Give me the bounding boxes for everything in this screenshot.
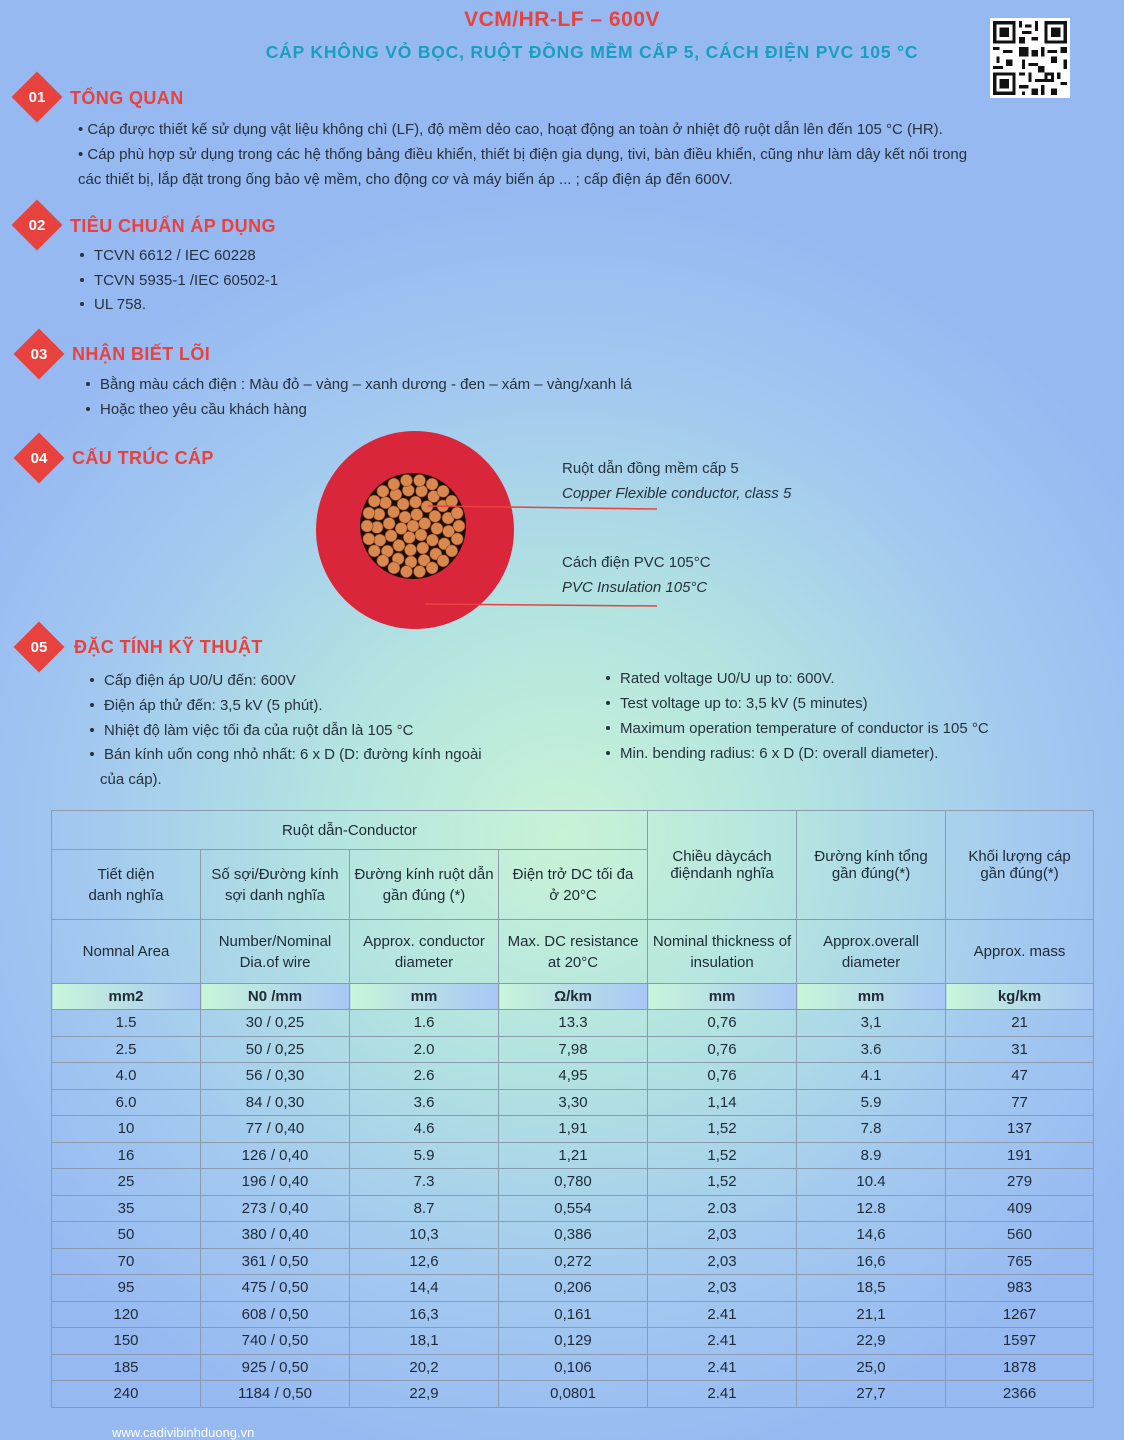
- table-cell: 765: [946, 1248, 1094, 1275]
- table-cell: 0,129: [499, 1328, 648, 1355]
- table-cell: 983: [946, 1275, 1094, 1302]
- spec-item-vi: Cấp điện áp U0/U đến: 600V: [90, 672, 296, 689]
- en-header: Approx.overall diameter: [797, 920, 946, 984]
- section-title-standards: TIÊU CHUẨN ÁP DỤNG: [70, 216, 276, 236]
- table-cell: 84 / 0,30: [201, 1089, 350, 1116]
- table-cell: 0,386: [499, 1222, 648, 1249]
- table-cell: 2.41: [648, 1354, 797, 1381]
- table-cell: 50 / 0,25: [201, 1036, 350, 1063]
- table-cell: 191: [946, 1142, 1094, 1169]
- table-cell: 925 / 0,50: [201, 1354, 350, 1381]
- page-title: VCM/HR-LF – 600V: [464, 8, 660, 31]
- insulation-label-en: PVC Insulation 105°C: [562, 579, 708, 596]
- table-cell: 361 / 0,50: [201, 1248, 350, 1275]
- table-cell: 50: [52, 1222, 201, 1249]
- table-cell: 0,76: [648, 1036, 797, 1063]
- table-cell: 608 / 0,50: [201, 1301, 350, 1328]
- table-cell: 0,76: [648, 1010, 797, 1037]
- table-cell: 126 / 0,40: [201, 1142, 350, 1169]
- conductor-strand: [437, 555, 449, 567]
- conductor-strand: [368, 495, 380, 507]
- section-number: 05: [30, 639, 48, 656]
- conductor-strand: [388, 562, 400, 574]
- section-title-overview: TỔNG QUAN: [70, 88, 184, 108]
- conductor-strand: [451, 533, 463, 545]
- table-cell: 77: [946, 1089, 1094, 1116]
- table-cell: 77 / 0,40: [201, 1116, 350, 1143]
- conductor-strand: [383, 517, 395, 529]
- table-cell: 35: [52, 1195, 201, 1222]
- table-row: [52, 1036, 1094, 1063]
- table-cell: 10,3: [350, 1222, 499, 1249]
- table-cell: 560: [946, 1222, 1094, 1249]
- table-cell: 5.9: [797, 1089, 946, 1116]
- table-cell: 409: [946, 1195, 1094, 1222]
- unit-cell: mm: [648, 984, 797, 1010]
- conductor-strand: [377, 485, 389, 497]
- table-cell: 475 / 0,50: [201, 1275, 350, 1302]
- section-title-cable-structure: CẤU TRÚC CÁP: [72, 448, 214, 468]
- table-cell: 3.6: [797, 1036, 946, 1063]
- conductor-strand: [388, 478, 400, 490]
- conductor-strand: [446, 495, 458, 507]
- table-cell: 16,6: [797, 1248, 946, 1275]
- table-cell: 1,52: [648, 1169, 797, 1196]
- table-row: [52, 1328, 1094, 1355]
- table-cell: 2.03: [648, 1195, 797, 1222]
- table-cell: 2366: [946, 1381, 1094, 1408]
- table-cell: 27,7: [797, 1381, 946, 1408]
- conductor-strand: [397, 498, 409, 510]
- unit-cell: mm: [797, 984, 946, 1010]
- conductor-strand: [380, 497, 392, 509]
- table-cell: 12.8: [797, 1195, 946, 1222]
- table-cell: 1597: [946, 1328, 1094, 1355]
- vi-header: Đường kính ruột dẫn gần đúng (*): [350, 850, 499, 920]
- table-cell: 2,03: [648, 1248, 797, 1275]
- table-cell: 25: [52, 1169, 201, 1196]
- table-cell: 7,98: [499, 1036, 648, 1063]
- table-cell: 18,1: [350, 1328, 499, 1355]
- table-cell: 1878: [946, 1354, 1094, 1381]
- table-cell: 1267: [946, 1301, 1094, 1328]
- table-cell: 21,1: [797, 1301, 946, 1328]
- table-cell: 22,9: [797, 1328, 946, 1355]
- conductor-strand: [410, 496, 422, 508]
- section-title-core-identification: NHẬN BIẾT LÕI: [72, 344, 211, 364]
- conductor-strand: [419, 518, 431, 530]
- unit-cell: kg/km: [946, 984, 1094, 1010]
- core-id-item: Hoặc theo yêu cầu khách hàng: [86, 401, 307, 418]
- en-header: Number/Nominal Dia.of wire: [201, 920, 350, 984]
- table-cell: 6.0: [52, 1089, 201, 1116]
- unit-cell: mm: [350, 984, 499, 1010]
- table-cell: 0,206: [499, 1275, 648, 1302]
- table-cell: 240: [52, 1381, 201, 1408]
- table-cell: 2,03: [648, 1222, 797, 1249]
- conductor-label-vi: Ruột dẫn đồng mềm cấp 5: [562, 460, 739, 477]
- table-cell: 56 / 0,30: [201, 1063, 350, 1090]
- standard-item: TCVN 6612 / IEC 60228: [80, 247, 256, 264]
- standard-item: UL 758.: [80, 296, 146, 313]
- conductor-strand: [453, 520, 465, 532]
- conductor-strand: [414, 474, 426, 486]
- spec-item-vi-cont: của cáp).: [100, 771, 162, 788]
- conductor-strand: [400, 474, 412, 486]
- table-cell: 120: [52, 1301, 201, 1328]
- spec-item-en: Rated voltage U0/U up to: 600V.: [606, 670, 835, 687]
- table-row: [52, 1275, 1094, 1302]
- page-subtitle: CÁP KHÔNG VỎ BỌC, RUỘT ĐỒNG MỀM CẤP 5, CÁCH ĐIỆN PVC 105 °C: [265, 42, 919, 62]
- table-cell: 185: [52, 1354, 201, 1381]
- table-cell: 47: [946, 1063, 1094, 1090]
- table-cell: 22,9: [350, 1381, 499, 1408]
- conductor-strand: [426, 562, 438, 574]
- table-row: [52, 1089, 1094, 1116]
- spec-item-vi: Nhiệt độ làm việc tối đa của ruột dẫn là 105 °C: [90, 722, 414, 739]
- spec-table: [51, 810, 1094, 1408]
- conductor-strand: [368, 545, 380, 557]
- conductor-strand: [390, 488, 402, 500]
- table-cell: 2,03: [648, 1275, 797, 1302]
- table-cell: 279: [946, 1169, 1094, 1196]
- en-header: Approx. mass: [946, 920, 1094, 984]
- section-title-technical-characteristics: ĐẶC TÍNH KỸ THUẬT: [74, 637, 263, 657]
- unit-cell: N0 /mm: [201, 984, 350, 1010]
- en-header: Max. DC resistance at 20°C: [499, 920, 648, 984]
- table-row: [52, 1301, 1094, 1328]
- table-cell: 273 / 0,40: [201, 1195, 350, 1222]
- conductor-strand: [429, 510, 441, 522]
- table-cell: 7.3: [350, 1169, 499, 1196]
- table-cell: 10: [52, 1116, 201, 1143]
- table-cell: 1.5: [52, 1010, 201, 1037]
- table-cell: 196 / 0,40: [201, 1169, 350, 1196]
- table-cell: 0,76: [648, 1063, 797, 1090]
- table-cell: 5.9: [350, 1142, 499, 1169]
- table-cell: 16,3: [350, 1301, 499, 1328]
- table-cell: 8.7: [350, 1195, 499, 1222]
- conductor-strand: [399, 511, 411, 523]
- table-cell: 2.5: [52, 1036, 201, 1063]
- spec-item-en: Test voltage up to: 3,5 kV (5 minutes): [606, 695, 868, 712]
- conductor-strand: [393, 539, 405, 551]
- table-cell: 1,21: [499, 1142, 648, 1169]
- table-cell: 21: [946, 1010, 1094, 1037]
- en-header: Approx. conductor diameter: [350, 920, 499, 984]
- conductor-strand: [451, 507, 463, 519]
- conductor-strand: [416, 485, 428, 497]
- vi-header: Chiều dàycách điệndanh nghĩa: [648, 811, 797, 920]
- table-cell: 1,52: [648, 1142, 797, 1169]
- core-id-item: Bằng màu cách điện : Màu đỏ – vàng – xanh dương - đen – xám – vàng/xanh lá: [86, 376, 632, 393]
- qr-code-icon: [990, 18, 1070, 98]
- table-cell: 4,95: [499, 1063, 648, 1090]
- table-cell: 20,2: [350, 1354, 499, 1381]
- overview-line: các thiết bị, lắp đặt trong ống bảo vệ mềm, cho động cơ và máy biến áp ... ; cấp điện áp đến 600V.: [78, 171, 733, 188]
- vi-header: Điện trở DC tối đa ở 20°C: [499, 850, 648, 920]
- conductor-group-header: Ruột dẫn-Conductor: [52, 811, 648, 850]
- table-cell: 380 / 0,40: [201, 1222, 350, 1249]
- insulation-label-vi: Cách điện PVC 105°C: [562, 554, 711, 571]
- conductor-strand: [431, 523, 443, 535]
- table-cell: 0,106: [499, 1354, 648, 1381]
- table-cell: 18,5: [797, 1275, 946, 1302]
- conductor-strand: [437, 485, 449, 497]
- table-row: [52, 1063, 1094, 1090]
- table-cell: 25,0: [797, 1354, 946, 1381]
- section-number: 03: [30, 346, 48, 363]
- conductor-strand: [415, 529, 427, 541]
- overview-line: • Cáp được thiết kế sử dụng vật liệu không chì (LF), độ mềm dẻo cao, hoạt động an toàn ở nhiệt độ ruột dẫn lên đến 105 °C (HR).: [78, 121, 943, 138]
- vi-header: Số sợi/Đường kính sợi danh nghĩa: [201, 850, 350, 920]
- unit-cell: Ω/km: [499, 984, 648, 1010]
- table-row: [52, 1195, 1094, 1222]
- spec-item-vi: Điện áp thử đến: 3,5 kV (5 phút).: [90, 697, 323, 714]
- table-cell: 12,6: [350, 1248, 499, 1275]
- standard-item: TCVN 5935-1 /IEC 60502-1: [80, 272, 278, 289]
- website-url: www.cadivibinhduong.vn: [112, 1425, 255, 1440]
- conductor-strand: [400, 566, 412, 578]
- spec-item-vi: Bán kính uốn cong nhỏ nhất: 6 x D (D: đường kính ngoài: [90, 746, 482, 763]
- conductor-strand: [414, 566, 426, 578]
- table-row: [52, 1116, 1094, 1143]
- table-cell: 150: [52, 1328, 201, 1355]
- table-row: [52, 1010, 1094, 1037]
- table-cell: 3.6: [350, 1089, 499, 1116]
- conductor-strand: [446, 545, 458, 557]
- table-cell: 4.1: [797, 1063, 946, 1090]
- conductor-strand: [374, 534, 386, 546]
- section-number: 04: [30, 450, 48, 467]
- table-cell: 0,272: [499, 1248, 648, 1275]
- en-header: Nominal thickness of insulation: [648, 920, 797, 984]
- table-cell: 16: [52, 1142, 201, 1169]
- table-cell: 31: [946, 1036, 1094, 1063]
- table-cell: 0,554: [499, 1195, 648, 1222]
- conductor-strand: [426, 534, 438, 546]
- vi-header: Tiết diện danh nghĩa: [52, 850, 201, 920]
- table-row: [52, 1222, 1094, 1249]
- table-cell: 70: [52, 1248, 201, 1275]
- table-cell: 2.41: [648, 1301, 797, 1328]
- table-cell: 4.6: [350, 1116, 499, 1143]
- table-row: [52, 1142, 1094, 1169]
- table-cell: 2.6: [350, 1063, 499, 1090]
- vi-header: Khối lượng cáp gần đúng(*): [946, 811, 1094, 920]
- table-cell: 2.41: [648, 1381, 797, 1408]
- table-cell: 0,161: [499, 1301, 648, 1328]
- table-cell: 3,30: [499, 1089, 648, 1116]
- table-cell: 137: [946, 1116, 1094, 1143]
- section-number: 02: [28, 217, 46, 234]
- conductor-strand: [395, 522, 407, 534]
- table-row: [52, 1248, 1094, 1275]
- table-cell: 10.4: [797, 1169, 946, 1196]
- conductor-label-en: Copper Flexible conductor, class 5: [562, 485, 792, 502]
- table-cell: 95: [52, 1275, 201, 1302]
- table-cell: 2.41: [648, 1328, 797, 1355]
- table-cell: 1,52: [648, 1116, 797, 1143]
- conductor-strand: [377, 555, 389, 567]
- table-cell: 14,4: [350, 1275, 499, 1302]
- table-cell: 30 / 0,25: [201, 1010, 350, 1037]
- table-cell: 13.3: [499, 1010, 648, 1037]
- spec-item-en: Maximum operation temperature of conductor is 105 °C: [606, 720, 989, 737]
- table-cell: 7.8: [797, 1116, 946, 1143]
- conductor-strand: [417, 542, 429, 554]
- vi-header: Đường kính tổng gần đúng(*): [797, 811, 946, 920]
- section-number: 01: [28, 89, 46, 106]
- table-cell: 2.0: [350, 1036, 499, 1063]
- table-cell: 0,0801: [499, 1381, 648, 1408]
- table-cell: 1,14: [648, 1089, 797, 1116]
- table-row: [52, 1381, 1094, 1408]
- table-cell: 4.0: [52, 1063, 201, 1090]
- table-cell: 3,1: [797, 1010, 946, 1037]
- en-header: Nomnal Area: [52, 920, 201, 984]
- table-cell: 1,91: [499, 1116, 648, 1143]
- conductor-strand: [404, 544, 416, 556]
- table-row: [52, 1354, 1094, 1381]
- table-cell: 1.6: [350, 1010, 499, 1037]
- table-row: [52, 1169, 1094, 1196]
- table-cell: 0,780: [499, 1169, 648, 1196]
- table-cell: 8.9: [797, 1142, 946, 1169]
- table-cell: 14,6: [797, 1222, 946, 1249]
- table-cell: 740 / 0,50: [201, 1328, 350, 1355]
- conductor-strand: [361, 520, 373, 532]
- spec-item-en: Min. bending radius: 6 x D (D: overall diameter).: [606, 745, 938, 762]
- conductor-strand: [363, 533, 375, 545]
- conductor-strand: [426, 478, 438, 490]
- conductor-strand: [363, 507, 375, 519]
- conductor-strand: [385, 530, 397, 542]
- table-cell: 1184 / 0,50: [201, 1381, 350, 1408]
- overview-line: • Cáp phù hợp sử dụng trong các hệ thống bảng điều khiển, thiết bị điện gia dụng, tivi, bàn điều khiển, cũng như làm dây kết nối trong: [78, 146, 968, 163]
- unit-cell: mm2: [52, 984, 201, 1010]
